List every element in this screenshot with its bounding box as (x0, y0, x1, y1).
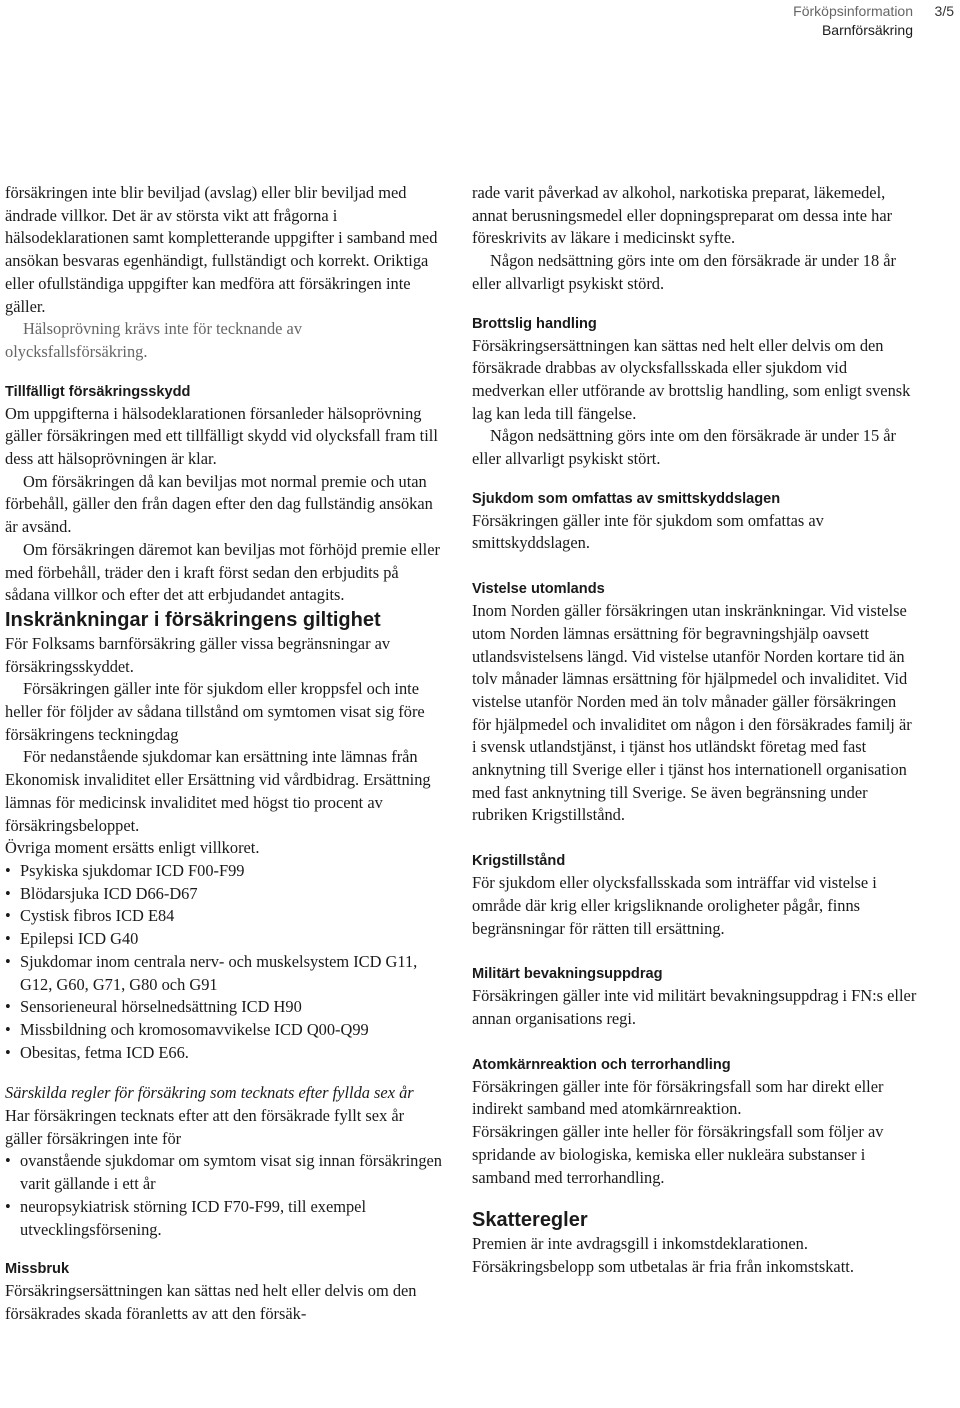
nuclear-paragraph-1: Försäkringen gäller inte för försäkringsfall som har direkt eller indirekt samband med atomkärnreaktion. (472, 1076, 884, 1119)
temporary-cover-paragraph-3: Om försäkringen däremot kan beviljas mot förhöjd premie eller med förbehåll, träder den i kraft först sedan den erbjudits på sådana villkor och efter det att erbjudandet antagits. (5, 539, 440, 605)
nuclear-paragraph-2: Försäkringen gäller inte heller för försäkringsfall som följer av spridande av biologiska, kemiska eller nukleära substanser i samband med terrorhandling. (472, 1122, 884, 1187)
list-item: • Blödarsjuka ICD D66-D67 (5, 883, 445, 906)
left-column (5, 182, 445, 1326)
abuse-paragraph: Försäkringsersättningen kan sättas ned helt eller delvis om den försäkrades skada föranletts av att den försäk- (5, 1281, 417, 1323)
abroad-heading: Vistelse utomlands (472, 581, 605, 598)
infection-heading: Sjukdom som omfattas av smittskyddslagen (472, 490, 781, 507)
abuse-age-paragraph: Någon nedsättning görs inte om den försäkrade är under 18 år eller allvarligt psykiskt störd. (472, 251, 896, 293)
tax-paragraph-1: Premien är inte avdragsgill i inkomstdeklarationen. (472, 1234, 808, 1254)
limitations-paragraph-2: Försäkringen gäller inte för sjukdom eller kroppsfel och inte heller för följder av sådana tillstånd om symtomen visat sig före försäkringens teckningdag (5, 679, 425, 744)
abuse-heading: Missbruk (5, 1261, 70, 1278)
list-item: • Psykiska sjukdomar ICD F00-F99 (5, 860, 445, 883)
page-number: 3/5 (934, 3, 954, 19)
nuclear-heading: Atomkärnreaktion och terrorhandling (472, 1056, 731, 1073)
special-rules-paragraph: Har försäkringen tecknats efter att den försäkrade fyllt sex år gäller försäkringen inte för (5, 1106, 405, 1148)
list-item: • ovanstående sjukdomar om symtom visat sig innan försäkringen varit gällande i ett år (5, 1150, 445, 1195)
crime-paragraph-1: Försäkringsersättningen kan sättas ned helt eller delvis om den försäkrade drabbas av olycksfallsskada eller sjukdom vid medverkan eller utförande av brottslig handling, som enligt svensk lag kan leda till fängelse. (472, 335, 911, 423)
war-heading: Krigstillstånd (472, 853, 566, 870)
header-section-label: Förköpsinformation (793, 3, 913, 19)
tax-heading: Skatteregler (472, 1209, 588, 1232)
war-paragraph: För sjukdom eller olycksfallsskada som inträffar vid vistelse i område där krig eller krigsliknande oroligheter pågår, finns begränsningar för rätten till ersättning. (472, 873, 877, 938)
list-item: • Sjukdomar inom centrala nerv- och muskelsystem ICD G11, G12, G60, G71, G80 och G91 (5, 951, 445, 996)
special-rules-heading: Särskilda regler för försäkring som tecknats efter fyllda sex år (5, 1083, 414, 1103)
abuse-continued-paragraph: rade varit påverkad av alkohol, narkotiska preparat, läkemedel, annat berusningsmedel eller dopningspreparat om dessa inte har föreskrivits av läkare i medicinskt syfte. (472, 183, 893, 248)
list-item: • Sensorieneural hörselnedsättning ICD H90 (5, 996, 445, 1019)
crime-heading: Brottslig handling (472, 315, 597, 332)
infection-paragraph: Försäkringen gäller inte för sjukdom som omfattas av smittskyddslagen. (472, 510, 824, 553)
military-paragraph: Försäkringen gäller inte vid militärt bevakningsuppdrag i FN:s eller annan organisations regi. (472, 986, 917, 1028)
list-item: • Obesitas, fetma ICD E66. (5, 1042, 445, 1065)
page-header (0, 0, 960, 48)
limitations-paragraph-1: För Folksams barnförsäkring gäller vissa begränsningar av försäkringsskyddet. (5, 633, 391, 676)
crime-paragraph-2: Någon nedsättning görs inte om den försäkrade är under 15 år eller allvarligt psykiskt stört. (472, 426, 896, 469)
temporary-cover-paragraph-1: Om uppgifterna i hälsodeklarationen försanleder hälsoprövning gäller försäkringen med ett tillfälligt skydd vid olycksfall fram till dess att hälsoprövningen är klar. (5, 403, 438, 469)
temporary-cover-paragraph-2: Om försäkringen då kan beviljas mot normal premie och utan förbehåll, gäller den från dagen efter den dag fullständig ansökan är avsänd. (5, 471, 433, 537)
limitations-heading: Inskränkningar i försäkringens giltighet (5, 608, 381, 631)
abroad-paragraph: Inom Norden gäller försäkringen utan inskränkningar. Vid vistelse utom Norden lämnas ersättning för begravningshjälp oavsett utlandsvistelsens längd. Vid vistelse utanför Norden kortare tid än tolv månader lämnas ersättning för hjälpmedel och invaliditet. Vid vistelse utanför Norden med än tolv månader gäller försäkringen för hjälpmedel och invaliditet om någon i den försäkrades familj är i svensk utlandstjänst, i tjänst hos utländskt företag med fast anknytning till Sverige eller i tjänst hos internationell organisation med fast anknytning till Sverige. Se även begränsning under rubriken Krigstillstånd. (472, 601, 912, 825)
right-column (472, 182, 917, 1279)
temporary-cover-heading: Tillfälligt försäkringsskydd (5, 383, 191, 400)
limitations-paragraph-3: För nedanstående sjukdomar kan ersättning inte lämnas från Ekonomisk invaliditet eller Ersättning vid vårdbidrag. Ersättning lämnas för medicinsk invaliditet med högst tio procent av försäkringsbeloppet. (5, 747, 431, 835)
tax-paragraph-2: Försäkringsbelopp som utbetalas är fria från inkomstskatt. (472, 1256, 854, 1276)
list-item: • Epilepsi ICD G40 (5, 928, 445, 951)
special-rules-list (5, 1150, 445, 1241)
disease-list (5, 860, 445, 1064)
health-check-paragraph: Hälsoprövning krävs inte för tecknande av olycksfallsförsäkring. (5, 319, 303, 361)
list-item: • Missbildning och kromosomavvikelse ICD Q00-Q99 (5, 1019, 445, 1042)
intro-paragraph: försäkringen inte blir beviljad (avslag) eller blir beviljad med ändrade villkor. Det är av största vikt att frågorna i hälsodeklarationen samt kompletterande uppgifter i samband med ansökan besvaras egenhändigt, fullständigt och korrekt. Oriktiga eller ofullständiga uppgifter kan medföra att försäkringen inte gäller. (5, 183, 438, 316)
list-item: • Cystisk fibros ICD E84 (5, 905, 445, 928)
military-heading: Militärt bevakningsuppdrag (472, 966, 663, 983)
limitations-paragraph-4: Övriga moment ersätts enligt villkoret. (5, 838, 260, 858)
header-document-title: Barnförsäkring (821, 22, 913, 38)
list-item: • neuropsykiatrisk störning ICD F70-F99, till exempel utvecklingsförsening. (5, 1196, 445, 1241)
